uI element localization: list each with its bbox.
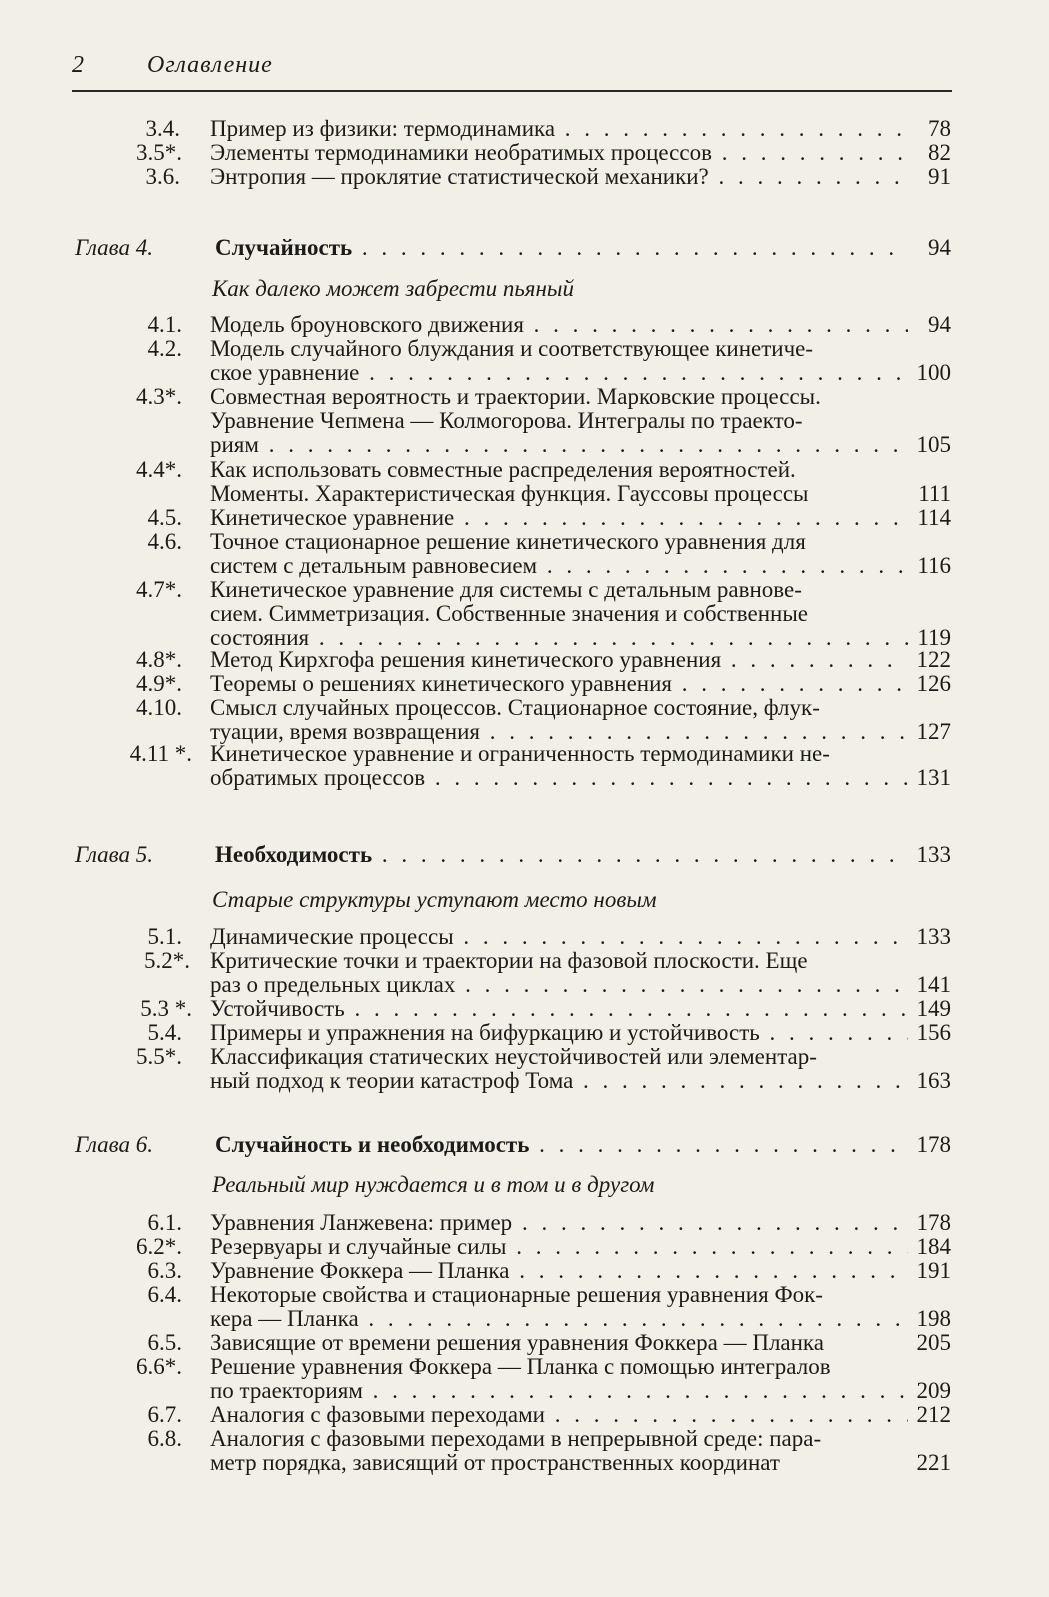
section-title: Примеры и упражнения на бифуркацию и устойчивость . . .	[210, 1021, 908, 1045]
chapter-5-subtitle: Старые структуры уступают место новым	[212, 887, 657, 912]
section-title: Совместная вероятность и траектории. Марковские процессы.	[210, 385, 821, 409]
section-number: 4.1.	[147, 312, 182, 337]
section-number: 4.3*.	[136, 384, 182, 409]
page-ref: 91	[928, 164, 951, 189]
page-ref: 119	[917, 625, 951, 650]
page-ref: 133	[916, 924, 951, 949]
page-ref: 94	[928, 312, 951, 337]
page-ref: 221	[916, 1450, 951, 1475]
section-title: Критические точки и траектории на фазовой плоскости. Еще	[210, 949, 808, 973]
page-ref: 184	[916, 1234, 951, 1259]
section-number: 5.3 *.	[140, 996, 192, 1021]
section-number: 4.5.	[147, 505, 182, 530]
section-number: 5.4.	[147, 1020, 182, 1045]
page-ref: 149	[916, 996, 951, 1021]
section-number: 6.4.	[147, 1282, 182, 1307]
section-title: Модель случайного блуждания и соответствующее кинетиче-	[210, 337, 814, 361]
page-number: 2	[72, 52, 84, 78]
section-number: 6.8.	[147, 1426, 182, 1451]
section-title: Некоторые свойства и стационарные решения уравнения Фок-	[210, 1283, 823, 1307]
section-title: Устойчивость . . .	[210, 997, 908, 1021]
section-number: 4.9*.	[136, 671, 182, 696]
section-number: 5.2*.	[144, 948, 190, 973]
section-title-cont: по траекториям . . .	[210, 1379, 908, 1403]
section-number: 4.6.	[147, 529, 182, 554]
chapter-4-subtitle: Как далеко может забрести пьяный	[212, 276, 574, 301]
page-ref: 212	[916, 1402, 951, 1427]
page-ref: 178	[916, 1210, 951, 1235]
page-ref: 191	[916, 1258, 951, 1283]
page-ref: 126	[916, 671, 951, 696]
section-title: Уравнения Ланжевена: пример . . .	[210, 1211, 908, 1235]
page-ref: 82	[928, 140, 951, 165]
page-ref: 105	[916, 432, 951, 457]
section-title: Как использовать совместные распределения вероятностей.	[210, 458, 796, 482]
page-header	[72, 50, 952, 92]
section-number: 4.2.	[147, 336, 182, 361]
section-title: Уравнение Фоккера — Планка . . .	[210, 1259, 908, 1283]
section-title-cont: ское уравнение . . .	[210, 361, 908, 385]
section-number: 3.6.	[145, 164, 180, 189]
chapter-title: Случайность . . .	[215, 236, 905, 260]
section-title: Модель броуновского движения . . .	[210, 313, 908, 337]
section-number: 4.10.	[136, 695, 182, 720]
page-ref: 114	[917, 505, 951, 530]
section-number: 4.11 *.	[129, 741, 192, 766]
page-ref: 205	[916, 1330, 951, 1355]
section-title: Элементы термодинамики необратимых процессов . . .	[210, 141, 908, 165]
section-title: Кинетическое уравнение и ограниченность термодинамики не-	[210, 742, 830, 766]
page-ref: 122	[916, 647, 951, 672]
section-number: 6.7.	[147, 1402, 182, 1427]
page-ref: 116	[917, 553, 951, 578]
section-title: Аналогия с фазовыми переходами . . .	[210, 1403, 908, 1427]
page-ref: 209	[916, 1378, 951, 1403]
section-number: 4.4*.	[136, 457, 182, 482]
section-title-cont: Уравнение Чепмена — Колмогорова. Интегралы по траекто-	[210, 409, 803, 433]
section-title-cont: обратимых процессов . . .	[210, 766, 908, 790]
section-title: Метод Кирхгофа решения кинетического уравнения . . .	[210, 648, 908, 672]
section-number: 3.5*.	[136, 140, 182, 165]
page-ref: 131	[916, 765, 951, 790]
section-title-cont: риям . . .	[210, 433, 908, 457]
section-number: 6.6*.	[136, 1354, 182, 1379]
section-title: Решение уравнения Фоккера — Планка с помощью интегралов	[210, 1355, 831, 1379]
chapter-label: Глава 5.	[75, 842, 153, 867]
section-title: Точное стационарное решение кинетического уравнения для	[210, 530, 806, 554]
section-number: 5.5*.	[136, 1044, 182, 1069]
section-title: Зависящие от времени решения уравнения Фоккера — Планка	[210, 1331, 824, 1355]
section-title-cont: состояния . . .	[210, 626, 908, 650]
section-number: 6.3.	[147, 1258, 182, 1283]
chapter-label: Глава 4.	[75, 235, 153, 260]
section-title-cont: Моменты. Характеристическая функция. Гауссовы процессы	[210, 482, 809, 506]
section-number: 6.1.	[147, 1210, 182, 1235]
section-title: Кинетическое уравнение . . .	[210, 506, 908, 530]
section-title: Резервуары и случайные силы . . .	[210, 1235, 908, 1259]
page-ref: 141	[916, 972, 951, 997]
section-number: 6.5.	[147, 1330, 182, 1355]
section-title-cont: метр порядка, зависящий от пространственных координат	[210, 1451, 780, 1475]
section-number: 5.1.	[147, 924, 182, 949]
section-title: Динамические процессы . . .	[210, 925, 908, 949]
page-ref: 94	[928, 235, 951, 260]
section-number: 4.8*.	[136, 647, 182, 672]
section-title: Кинетическое уравнение для системы с детальным равнове-	[210, 578, 802, 602]
section-title: Аналогия с фазовыми переходами в непрерывной среде: пара-	[210, 1427, 822, 1451]
section-title-cont: раз о предельных циклах . . .	[210, 973, 908, 997]
page-ref: 178	[916, 1132, 951, 1157]
page-ref: 163	[916, 1068, 951, 1093]
page-ref: 100	[916, 360, 951, 385]
page-ref: 156	[916, 1020, 951, 1045]
chapter-title: Случайность и необходимость . . .	[215, 1133, 905, 1157]
page-ref: 198	[916, 1306, 951, 1331]
running-title: Оглавление	[147, 52, 273, 78]
section-number: 6.2*.	[136, 1234, 182, 1259]
section-number: 4.7*.	[136, 577, 182, 602]
page-ref: 78	[928, 116, 951, 141]
page-ref: 111	[918, 481, 951, 506]
section-number: 3.4.	[145, 116, 180, 141]
section-title: Пример из физики: термодинамика . . .	[210, 117, 908, 141]
section-title-cont: сием. Симметризация. Собственные значения и собственные	[210, 602, 808, 626]
section-title: Смысл случайных процессов. Стационарное состояние, флук-	[210, 696, 820, 720]
section-title-cont: туации, время возвращения . . .	[210, 720, 908, 744]
section-title-cont: ный подход к теории катастроф Тома . . .	[210, 1069, 908, 1093]
chapter-label: Глава 6.	[75, 1132, 153, 1157]
page-ref: 133	[916, 842, 951, 867]
section-title-cont: кера — Планка . . .	[210, 1307, 908, 1331]
section-title: Теоремы о решениях кинетического уравнения . . .	[210, 672, 908, 696]
section-title-cont: систем с детальным равновесием . . .	[210, 554, 908, 578]
chapter-title: Необходимость . . .	[215, 843, 905, 867]
page-ref: 127	[916, 719, 951, 744]
section-title: Классификация статических неустойчивостей или элементар-	[210, 1045, 817, 1069]
chapter-6-subtitle: Реальный мир нуждается и в том и в другом	[212, 1172, 655, 1197]
section-title: Энтропия — проклятие статистической механики? . . .	[210, 165, 908, 189]
